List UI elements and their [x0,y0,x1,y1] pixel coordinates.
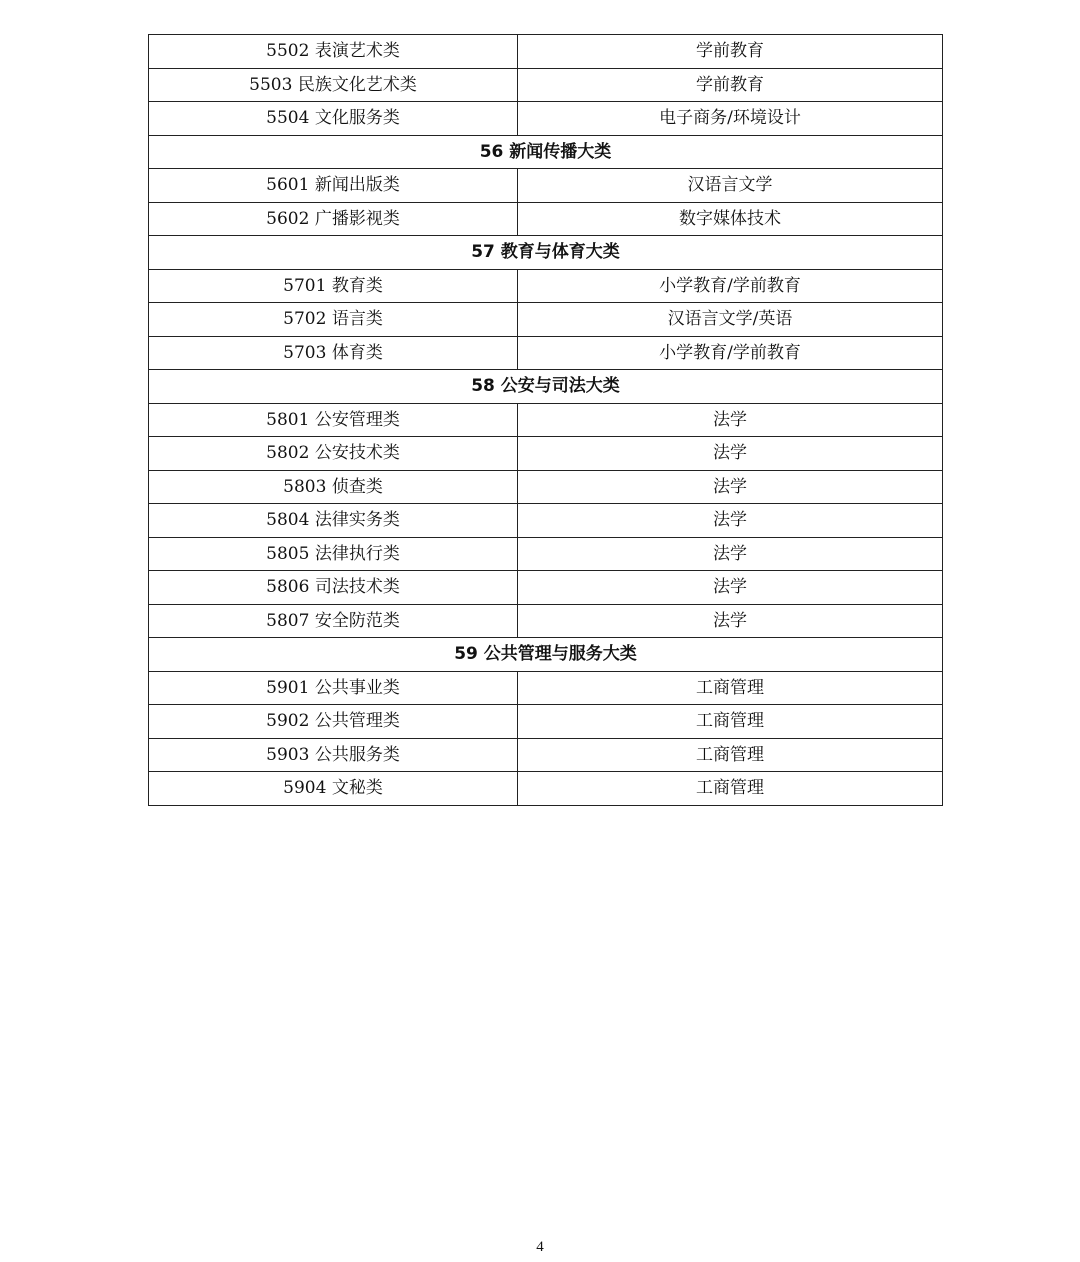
table-row [149,403,943,437]
table-row [149,35,943,69]
vocational-major-cell: 5804 法律实务类 [149,504,518,538]
table-row [149,537,943,571]
table-row [149,68,943,102]
major-mapping-table [148,34,943,806]
undergraduate-major-cell: 汉语言文学 [518,169,943,203]
undergraduate-major-cell: 法学 [518,403,943,437]
table-body [149,35,943,806]
undergraduate-major-cell: 法学 [518,504,943,538]
category-title: 57 教育与体育大类 [149,236,943,270]
undergraduate-major-cell: 工商管理 [518,772,943,806]
undergraduate-major-cell: 法学 [518,537,943,571]
table-row [149,738,943,772]
vocational-major-cell: 5502 表演艺术类 [149,35,518,69]
table-row [149,303,943,337]
undergraduate-major-cell: 小学教育/学前教育 [518,336,943,370]
category-title: 59 公共管理与服务大类 [149,638,943,672]
vocational-major-cell: 5903 公共服务类 [149,738,518,772]
vocational-major-cell: 5803 侦查类 [149,470,518,504]
undergraduate-major-cell: 小学教育/学前教育 [518,269,943,303]
table-row [149,269,943,303]
table-row [149,470,943,504]
vocational-major-cell: 5901 公共事业类 [149,671,518,705]
table-row [149,169,943,203]
vocational-major-cell: 5801 公安管理类 [149,403,518,437]
undergraduate-major-cell: 电子商务/环境设计 [518,102,943,136]
category-title: 58 公安与司法大类 [149,370,943,404]
table-row [149,504,943,538]
table-row [149,671,943,705]
table-row [149,202,943,236]
vocational-major-cell: 5601 新闻出版类 [149,169,518,203]
table-row [149,437,943,471]
category-header-row [149,135,943,169]
table-row [149,571,943,605]
category-header-row [149,370,943,404]
vocational-major-cell: 5904 文秘类 [149,772,518,806]
vocational-major-cell: 5806 司法技术类 [149,571,518,605]
vocational-major-cell: 5902 公共管理类 [149,705,518,739]
vocational-major-cell: 5602 广播影视类 [149,202,518,236]
undergraduate-major-cell: 法学 [518,571,943,605]
undergraduate-major-cell: 汉语言文学/英语 [518,303,943,337]
vocational-major-cell: 5703 体育类 [149,336,518,370]
vocational-major-cell: 5805 法律执行类 [149,537,518,571]
undergraduate-major-cell: 数字媒体技术 [518,202,943,236]
undergraduate-major-cell: 工商管理 [518,738,943,772]
vocational-major-cell: 5503 民族文化艺术类 [149,68,518,102]
undergraduate-major-cell: 工商管理 [518,671,943,705]
vocational-major-cell: 5802 公安技术类 [149,437,518,471]
table-row [149,336,943,370]
page-number: 4 [536,1239,544,1255]
table-row [149,102,943,136]
table-row [149,604,943,638]
undergraduate-major-cell: 学前教育 [518,68,943,102]
undergraduate-major-cell: 法学 [518,604,943,638]
table-row [149,772,943,806]
category-header-row [149,638,943,672]
undergraduate-major-cell: 法学 [518,437,943,471]
table-row [149,705,943,739]
vocational-major-cell: 5701 教育类 [149,269,518,303]
undergraduate-major-cell: 学前教育 [518,35,943,69]
undergraduate-major-cell: 工商管理 [518,705,943,739]
vocational-major-cell: 5702 语言类 [149,303,518,337]
vocational-major-cell: 5504 文化服务类 [149,102,518,136]
undergraduate-major-cell: 法学 [518,470,943,504]
category-header-row [149,236,943,270]
vocational-major-cell: 5807 安全防范类 [149,604,518,638]
category-title: 56 新闻传播大类 [149,135,943,169]
